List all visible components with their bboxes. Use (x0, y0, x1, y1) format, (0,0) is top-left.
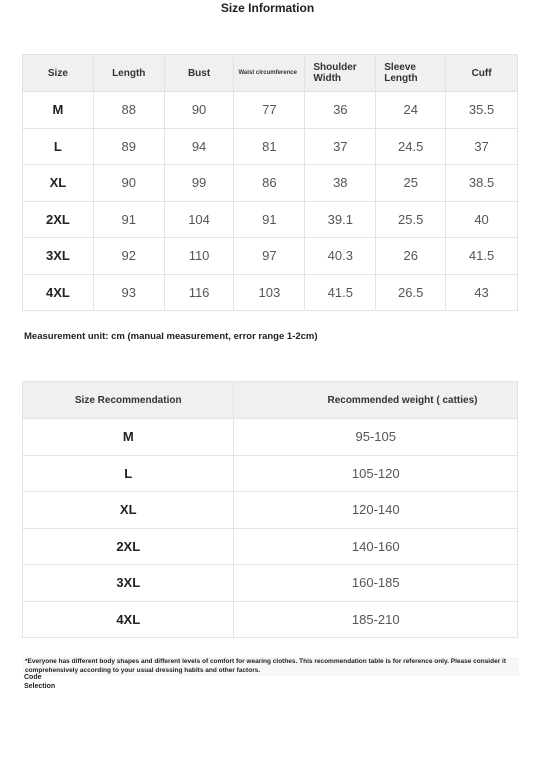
cell-shoulder-width: 38 (305, 165, 376, 202)
cell-size: 3XL (23, 238, 94, 275)
cell-cuff: 38.5 (446, 165, 518, 202)
cell-cuff: 40 (446, 201, 518, 238)
cell-bust: 116 (164, 274, 234, 311)
cell-weight: 120-140 (234, 492, 518, 529)
size-information-table (22, 54, 518, 311)
cell-weight: 105-120 (234, 455, 518, 492)
cell-sleeve-length: 24 (376, 92, 446, 129)
cell-shoulder-width: 41.5 (305, 274, 376, 311)
cell-cuff: 35.5 (446, 92, 518, 129)
size-table-header-row (23, 55, 518, 92)
size-table-row (23, 238, 518, 275)
cell-size: 2XL (23, 201, 94, 238)
cell-shoulder-width: 39.1 (305, 201, 376, 238)
cell-weight: 185-210 (234, 601, 518, 638)
code-label: Code (24, 674, 42, 681)
cell-sleeve-length: 26.5 (376, 274, 446, 311)
header-shoulder-width: Shoulder Width (305, 55, 376, 92)
cell-weight: 140-160 (234, 528, 518, 565)
recommendation-row (23, 492, 518, 529)
cell-length: 89 (93, 128, 164, 165)
cell-sleeve-length: 26 (376, 238, 446, 275)
cell-bust: 94 (164, 128, 234, 165)
cell-size: XL (23, 165, 94, 202)
header-bust: Bust (164, 55, 234, 92)
cell-size: XL (23, 492, 234, 529)
cell-weight: 160-185 (234, 565, 518, 602)
cell-shoulder-width: 37 (305, 128, 376, 165)
header-waist-circumference: Waist circumference (234, 55, 305, 92)
cell-size: M (23, 92, 94, 129)
size-table-row (23, 201, 518, 238)
header-sleeve-length: Sleeve Length (376, 55, 446, 92)
cell-cuff: 43 (446, 274, 518, 311)
cell-sleeve-length: 24.5 (376, 128, 446, 165)
cell-sleeve-length: 25 (376, 165, 446, 202)
cell-sleeve-length: 25.5 (376, 201, 446, 238)
cell-waist: 77 (234, 92, 305, 129)
recommendation-row (23, 565, 518, 602)
cell-size: 3XL (23, 565, 234, 602)
size-table-row (23, 274, 518, 311)
recommendation-header-row (23, 382, 518, 419)
page-title: Size Information (220, 1, 315, 15)
header-size: Size (23, 55, 94, 92)
cell-length: 91 (93, 201, 164, 238)
cell-size: L (23, 455, 234, 492)
cell-shoulder-width: 36 (305, 92, 376, 129)
cell-length: 93 (93, 274, 164, 311)
cell-size: L (23, 128, 94, 165)
cell-length: 88 (93, 92, 164, 129)
cell-shoulder-width: 40.3 (305, 238, 376, 275)
recommendation-row (23, 528, 518, 565)
cell-waist: 91 (234, 201, 305, 238)
cell-bust: 99 (164, 165, 234, 202)
header-recommended-weight: Recommended weight ( catties) (234, 382, 518, 419)
measurement-unit-note: Measurement unit: cm (manual measurement, error range 1-2cm) (24, 331, 318, 342)
header-cuff: Cuff (446, 55, 518, 92)
header-length: Length (93, 55, 164, 92)
cell-size: 4XL (23, 274, 94, 311)
cell-waist: 81 (234, 128, 305, 165)
cell-waist: 86 (234, 165, 305, 202)
cell-size: 4XL (23, 601, 234, 638)
size-table-row (23, 92, 518, 129)
cell-bust: 110 (164, 238, 234, 275)
cell-length: 90 (93, 165, 164, 202)
cell-weight: 95-105 (234, 419, 518, 456)
cell-length: 92 (93, 238, 164, 275)
cell-bust: 104 (164, 201, 234, 238)
size-table-row (23, 165, 518, 202)
cell-size: 2XL (23, 528, 234, 565)
header-size-recommendation: Size Recommendation (23, 382, 234, 419)
recommendation-row (23, 419, 518, 456)
cell-bust: 90 (164, 92, 234, 129)
selection-label: Selection (24, 683, 56, 690)
cell-size: M (23, 419, 234, 456)
cell-waist: 103 (234, 274, 305, 311)
size-table-row (23, 128, 518, 165)
recommendation-row (23, 455, 518, 492)
size-recommendation-table (22, 381, 518, 638)
recommendation-row (23, 601, 518, 638)
cell-waist: 97 (234, 238, 305, 275)
footnote-disclaimer: *Everyone has different body shapes and different levels of comfort for wearing clothes. This recommendation table is for reference only. Please consider it comprehensively according to your usual dressing habits and other factors. (23, 657, 519, 676)
cell-cuff: 37 (446, 128, 518, 165)
cell-cuff: 41.5 (446, 238, 518, 275)
